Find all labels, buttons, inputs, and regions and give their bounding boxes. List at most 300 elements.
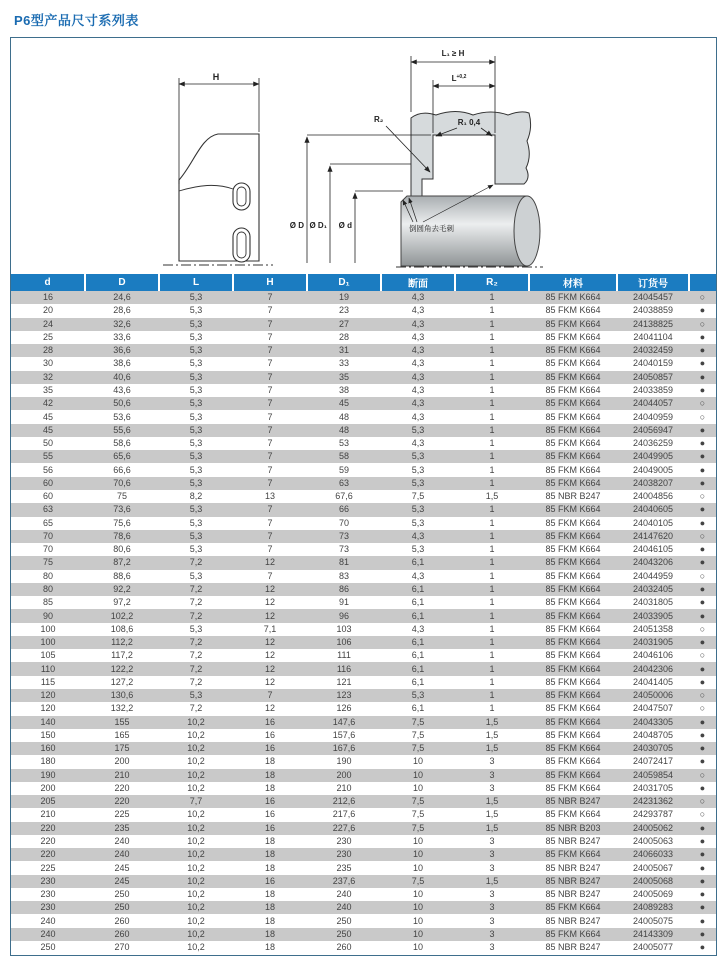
availability-marker: ● <box>689 344 716 357</box>
table-cell: 103 <box>307 623 381 636</box>
table-cell: 85 FKM K664 <box>529 716 617 729</box>
availability-marker: ● <box>689 662 716 675</box>
table-cell: 16 <box>11 291 85 304</box>
table-cell: 10,2 <box>159 782 233 795</box>
table-cell: 23 <box>307 304 381 317</box>
table-row <box>11 702 716 715</box>
table-cell: 180 <box>11 755 85 768</box>
table-cell: 55,6 <box>85 424 159 437</box>
availability-marker: ● <box>689 371 716 384</box>
table-cell: 87,2 <box>85 556 159 569</box>
table-cell: 7,5 <box>381 822 455 835</box>
table-cell: 1 <box>455 543 529 556</box>
table-cell: 1,5 <box>455 716 529 729</box>
table-cell: 90 <box>11 609 85 622</box>
table-cell: 35 <box>307 371 381 384</box>
table-cell: 117,2 <box>85 649 159 662</box>
table-cell: 81 <box>307 556 381 569</box>
table-cell: 24046106 <box>617 649 689 662</box>
table-cell: 10,2 <box>159 808 233 821</box>
table-cell: 5,3 <box>159 503 233 516</box>
table-cell: 6,1 <box>381 596 455 609</box>
table-cell: 10,2 <box>159 848 233 861</box>
table-cell: 18 <box>233 848 307 861</box>
table-cell: 1,5 <box>455 808 529 821</box>
seal-profile <box>179 134 259 262</box>
table-cell: 30 <box>11 357 85 370</box>
table-cell: 85 FKM K664 <box>529 357 617 370</box>
table-cell: 45 <box>307 397 381 410</box>
table-cell: 4,3 <box>381 371 455 384</box>
table-cell: 85 FKM K664 <box>529 450 617 463</box>
table-cell: 6,1 <box>381 636 455 649</box>
table-row <box>11 875 716 888</box>
table-cell: 3 <box>455 888 529 901</box>
table-cell: 85 NBR B247 <box>529 875 617 888</box>
table-cell: 24032405 <box>617 583 689 596</box>
table-cell: 5,3 <box>159 384 233 397</box>
availability-marker: ● <box>689 941 716 954</box>
table-cell: 42 <box>11 397 85 410</box>
table-cell: 85 FKM K664 <box>529 769 617 782</box>
table-cell: 1 <box>455 410 529 423</box>
table-cell: 55 <box>11 450 85 463</box>
table-cell: 16 <box>233 822 307 835</box>
table-cell: 85 FKM K664 <box>529 662 617 675</box>
table-cell: 85 FKM K664 <box>529 570 617 583</box>
table-row <box>11 410 716 423</box>
table-cell: 260 <box>307 941 381 954</box>
table-cell: 7,2 <box>159 662 233 675</box>
table-cell: 10,2 <box>159 861 233 874</box>
table-cell: 43,6 <box>85 384 159 397</box>
table-cell: 10 <box>381 928 455 941</box>
table-row <box>11 437 716 450</box>
table-cell: 24050006 <box>617 689 689 702</box>
table-cell: 1 <box>455 357 529 370</box>
table-cell: 10,2 <box>159 928 233 941</box>
table-row <box>11 742 716 755</box>
table-cell: 24040159 <box>617 357 689 370</box>
table-cell: 24036259 <box>617 437 689 450</box>
table-cell: 122,2 <box>85 662 159 675</box>
table-cell: 80,6 <box>85 543 159 556</box>
table-cell: 85 FKM K664 <box>529 742 617 755</box>
table-cell: 16 <box>233 795 307 808</box>
table-cell: 16 <box>233 808 307 821</box>
table-cell: 5,3 <box>159 689 233 702</box>
table-cell: 230 <box>11 888 85 901</box>
table-cell: 108,6 <box>85 623 159 636</box>
availability-marker: ● <box>689 676 716 689</box>
table-cell: 210 <box>11 808 85 821</box>
table-cell: 250 <box>85 901 159 914</box>
table-cell: 73 <box>307 530 381 543</box>
table-cell: 240 <box>11 914 85 927</box>
table-cell: 85 FKM K664 <box>529 543 617 556</box>
availability-marker: ● <box>689 357 716 370</box>
table-cell: 10 <box>381 769 455 782</box>
table-cell: 4,3 <box>381 331 455 344</box>
table-row <box>11 729 716 742</box>
chamfer-note: 倒圆角去毛刺 <box>409 224 454 233</box>
table-cell: 1 <box>455 609 529 622</box>
table-cell: 24033859 <box>617 384 689 397</box>
table-cell: 88,6 <box>85 570 159 583</box>
table-cell: 1 <box>455 344 529 357</box>
availability-marker: ● <box>689 901 716 914</box>
table-cell: 100 <box>11 623 85 636</box>
table-row <box>11 503 716 516</box>
table-cell: 5,3 <box>159 463 233 476</box>
table-cell: 230 <box>307 848 381 861</box>
table-cell: 53 <box>307 437 381 450</box>
table-cell: 24147620 <box>617 530 689 543</box>
table-row <box>11 689 716 702</box>
table-cell: 18 <box>233 782 307 795</box>
table-cell: 24005077 <box>617 941 689 954</box>
table-cell: 50 <box>11 437 85 450</box>
table-cell: 7 <box>233 371 307 384</box>
availability-marker: ● <box>689 331 716 344</box>
table-cell: 85 FKM K664 <box>529 928 617 941</box>
table-cell: 121 <box>307 676 381 689</box>
table-cell: 28,6 <box>85 304 159 317</box>
table-cell: 38 <box>307 384 381 397</box>
table-cell: 1,5 <box>455 729 529 742</box>
table-cell: 31 <box>307 344 381 357</box>
table-cell: 32 <box>11 371 85 384</box>
availability-marker: ○ <box>689 702 716 715</box>
table-row <box>11 344 716 357</box>
table-cell: 4,3 <box>381 384 455 397</box>
table-cell: 85 NBR B247 <box>529 888 617 901</box>
table-cell: 10,2 <box>159 755 233 768</box>
table-cell: 235 <box>85 822 159 835</box>
table-cell: 10,2 <box>159 769 233 782</box>
table-cell: 102,2 <box>85 609 159 622</box>
table-cell: 3 <box>455 835 529 848</box>
table-cell: 24041104 <box>617 331 689 344</box>
table-cell: 4,3 <box>381 397 455 410</box>
table-cell: 1 <box>455 437 529 450</box>
table-cell: 5,3 <box>159 517 233 530</box>
table-cell: 1 <box>455 450 529 463</box>
table-cell: 3 <box>455 769 529 782</box>
table-cell: 7 <box>233 291 307 304</box>
availability-marker: ● <box>689 729 716 742</box>
table-cell: 24056947 <box>617 424 689 437</box>
table-cell: 24031805 <box>617 596 689 609</box>
table-cell: 7 <box>233 397 307 410</box>
table-cell: 106 <box>307 636 381 649</box>
table-cell: 260 <box>85 914 159 927</box>
table-cell: 1 <box>455 331 529 344</box>
availability-marker: ● <box>689 384 716 397</box>
table-row <box>11 662 716 675</box>
table-cell: 12 <box>233 596 307 609</box>
table-cell: 3 <box>455 861 529 874</box>
table-cell: 85 FKM K664 <box>529 397 617 410</box>
table-cell: 35 <box>11 384 85 397</box>
table-cell: 240 <box>307 901 381 914</box>
table-cell: 45 <box>11 410 85 423</box>
table-cell: 250 <box>307 914 381 927</box>
table-row <box>11 848 716 861</box>
table-cell: 10 <box>381 901 455 914</box>
column-header-R₂: R₂ <box>455 274 529 291</box>
table-cell: 10 <box>381 914 455 927</box>
table-cell: 24293787 <box>617 808 689 821</box>
table-cell: 24089283 <box>617 901 689 914</box>
table-cell: 112,2 <box>85 636 159 649</box>
table-cell: 150 <box>11 729 85 742</box>
table-row <box>11 941 716 954</box>
table-cell: 10,2 <box>159 729 233 742</box>
table-cell: 217,6 <box>307 808 381 821</box>
table-cell: 167,6 <box>307 742 381 755</box>
table-cell: 85 NBR B247 <box>529 490 617 503</box>
table-cell: 24031705 <box>617 782 689 795</box>
table-cell: 58 <box>307 450 381 463</box>
table-cell: 3 <box>455 782 529 795</box>
table-cell: 85 FKM K664 <box>529 424 617 437</box>
table-cell: 20 <box>11 304 85 317</box>
table-cell: 4,3 <box>381 304 455 317</box>
table-cell: 7 <box>233 517 307 530</box>
table-cell: 4,3 <box>381 437 455 450</box>
dia-d-inner-label: Ø d <box>338 221 352 230</box>
table-cell: 5,3 <box>159 291 233 304</box>
table-row <box>11 914 716 927</box>
l1-dim-label: L₁ ≥ H <box>441 49 465 58</box>
table-cell: 12 <box>233 609 307 622</box>
table-cell: 50,6 <box>85 397 159 410</box>
table-cell: 220 <box>85 795 159 808</box>
table-cell: 16 <box>233 742 307 755</box>
table-cell: 24045457 <box>617 291 689 304</box>
table-cell: 6,1 <box>381 676 455 689</box>
table-cell: 140 <box>11 716 85 729</box>
table-cell: 85 NBR B247 <box>529 861 617 874</box>
table-cell: 7 <box>233 543 307 556</box>
table-cell: 85 FKM K664 <box>529 344 617 357</box>
table-cell: 19 <box>307 291 381 304</box>
table-cell: 225 <box>11 861 85 874</box>
table-row <box>11 676 716 689</box>
table-cell: 6,1 <box>381 609 455 622</box>
table-cell: 1,5 <box>455 822 529 835</box>
table-cell: 7 <box>233 450 307 463</box>
table-cell: 85 FKM K664 <box>529 463 617 476</box>
table-cell: 24004856 <box>617 490 689 503</box>
table-cell: 7,7 <box>159 795 233 808</box>
table-cell: 10 <box>381 848 455 861</box>
datasheet-frame <box>10 37 717 956</box>
availability-marker: ● <box>689 304 716 317</box>
table-cell: 7 <box>233 530 307 543</box>
table-cell: 6,1 <box>381 583 455 596</box>
table-cell: 1,5 <box>455 742 529 755</box>
table-row <box>11 716 716 729</box>
table-cell: 5,3 <box>159 357 233 370</box>
table-cell: 4,3 <box>381 318 455 331</box>
table-row <box>11 755 716 768</box>
table-row <box>11 530 716 543</box>
table-cell: 13 <box>233 490 307 503</box>
table-cell: 1 <box>455 503 529 516</box>
table-cell: 18 <box>233 928 307 941</box>
table-cell: 10,2 <box>159 716 233 729</box>
table-cell: 85 NBR B203 <box>529 822 617 835</box>
table-cell: 3 <box>455 941 529 954</box>
table-cell: 33,6 <box>85 331 159 344</box>
table-cell: 1 <box>455 662 529 675</box>
table-cell: 200 <box>85 755 159 768</box>
table-cell: 85 NBR B247 <box>529 914 617 927</box>
table-cell: 32,6 <box>85 318 159 331</box>
table-cell: 7 <box>233 477 307 490</box>
table-cell: 10,2 <box>159 888 233 901</box>
table-cell: 24038859 <box>617 304 689 317</box>
l-dim-label: $L^{+0,2}$ <box>451 74 467 83</box>
table-cell: 1,5 <box>455 795 529 808</box>
table-cell: 24033905 <box>617 609 689 622</box>
availability-marker: ○ <box>689 649 716 662</box>
table-cell: 85 FKM K664 <box>529 782 617 795</box>
table-cell: 24072417 <box>617 755 689 768</box>
table-cell: 1 <box>455 397 529 410</box>
table-cell: 24049905 <box>617 450 689 463</box>
table-cell: 73 <box>307 543 381 556</box>
table-cell: 85 FKM K664 <box>529 808 617 821</box>
table-cell: 3 <box>455 755 529 768</box>
table-cell: 85 FKM K664 <box>529 729 617 742</box>
table-cell: 5,3 <box>381 543 455 556</box>
table-cell: 115 <box>11 676 85 689</box>
table-cell: 7 <box>233 384 307 397</box>
table-cell: 212,6 <box>307 795 381 808</box>
table-cell: 10 <box>381 835 455 848</box>
table-cell: 24050857 <box>617 371 689 384</box>
table-cell: 5,3 <box>381 517 455 530</box>
table-cell: 5,3 <box>381 463 455 476</box>
availability-marker: ○ <box>689 623 716 636</box>
table-cell: 75,6 <box>85 517 159 530</box>
table-cell: 5,3 <box>159 424 233 437</box>
table-cell: 5,3 <box>159 331 233 344</box>
table-cell: 85 FKM K664 <box>529 901 617 914</box>
availability-marker: ● <box>689 556 716 569</box>
table-cell: 190 <box>307 755 381 768</box>
table-cell: 10,2 <box>159 875 233 888</box>
table-cell: 116 <box>307 662 381 675</box>
table-cell: 78,6 <box>85 530 159 543</box>
table-cell: 24005063 <box>617 835 689 848</box>
table-row <box>11 888 716 901</box>
table-cell: 7,5 <box>381 808 455 821</box>
availability-marker: ● <box>689 424 716 437</box>
availability-marker: ● <box>689 875 716 888</box>
table-cell: 220 <box>11 848 85 861</box>
table-cell: 5,3 <box>381 689 455 702</box>
table-cell: 240 <box>307 888 381 901</box>
table-cell: 5,3 <box>159 450 233 463</box>
table-cell: 38,6 <box>85 357 159 370</box>
table-cell: 5,3 <box>381 424 455 437</box>
table-cell: 7,5 <box>381 875 455 888</box>
table-row <box>11 477 716 490</box>
table-cell: 250 <box>11 941 85 954</box>
table-cell: 205 <box>11 795 85 808</box>
table-cell: 5,3 <box>159 397 233 410</box>
table-cell: 225 <box>85 808 159 821</box>
table-cell: 147,6 <box>307 716 381 729</box>
table-cell: 1,5 <box>455 490 529 503</box>
table-cell: 10 <box>381 755 455 768</box>
table-cell: 83 <box>307 570 381 583</box>
table-cell: 1 <box>455 702 529 715</box>
table-row <box>11 331 716 344</box>
table-cell: 67,6 <box>307 490 381 503</box>
dia-d1-label: Ø D₁ <box>309 221 327 230</box>
table-cell: 5,3 <box>159 344 233 357</box>
table-cell: 7,1 <box>233 623 307 636</box>
table-cell: 75 <box>85 490 159 503</box>
table-cell: 8,2 <box>159 490 233 503</box>
table-cell: 190 <box>11 769 85 782</box>
availability-marker: ● <box>689 835 716 848</box>
table-row <box>11 450 716 463</box>
table-cell: 12 <box>233 662 307 675</box>
table-cell: 155 <box>85 716 159 729</box>
table-row <box>11 901 716 914</box>
table-cell: 3 <box>455 914 529 927</box>
table-row <box>11 822 716 835</box>
table-cell: 1 <box>455 463 529 476</box>
table-cell: 85 NBR B247 <box>529 941 617 954</box>
table-cell: 56 <box>11 463 85 476</box>
availability-marker: ● <box>689 477 716 490</box>
availability-marker: ○ <box>689 769 716 782</box>
table-row <box>11 623 716 636</box>
table-cell: 85 FKM K664 <box>529 304 617 317</box>
availability-marker: ○ <box>689 318 716 331</box>
table-row <box>11 570 716 583</box>
availability-marker: ● <box>689 755 716 768</box>
table-cell: 4,3 <box>381 530 455 543</box>
table-cell: 24040959 <box>617 410 689 423</box>
table-cell: 12 <box>233 702 307 715</box>
table-row <box>11 609 716 622</box>
table-cell: 66 <box>307 503 381 516</box>
table-cell: 105 <box>11 649 85 662</box>
table-cell: 1 <box>455 530 529 543</box>
table-row <box>11 397 716 410</box>
table-cell: 5,3 <box>381 477 455 490</box>
table-cell: 27 <box>307 318 381 331</box>
table-cell: 10,2 <box>159 835 233 848</box>
availability-marker: ● <box>689 742 716 755</box>
table-cell: 157,6 <box>307 729 381 742</box>
table-cell: 7,2 <box>159 636 233 649</box>
table-cell: 18 <box>233 888 307 901</box>
table-cell: 7,5 <box>381 490 455 503</box>
table-cell: 24005069 <box>617 888 689 901</box>
table-cell: 7,2 <box>159 702 233 715</box>
table-cell: 240 <box>11 928 85 941</box>
table-cell: 160 <box>11 742 85 755</box>
